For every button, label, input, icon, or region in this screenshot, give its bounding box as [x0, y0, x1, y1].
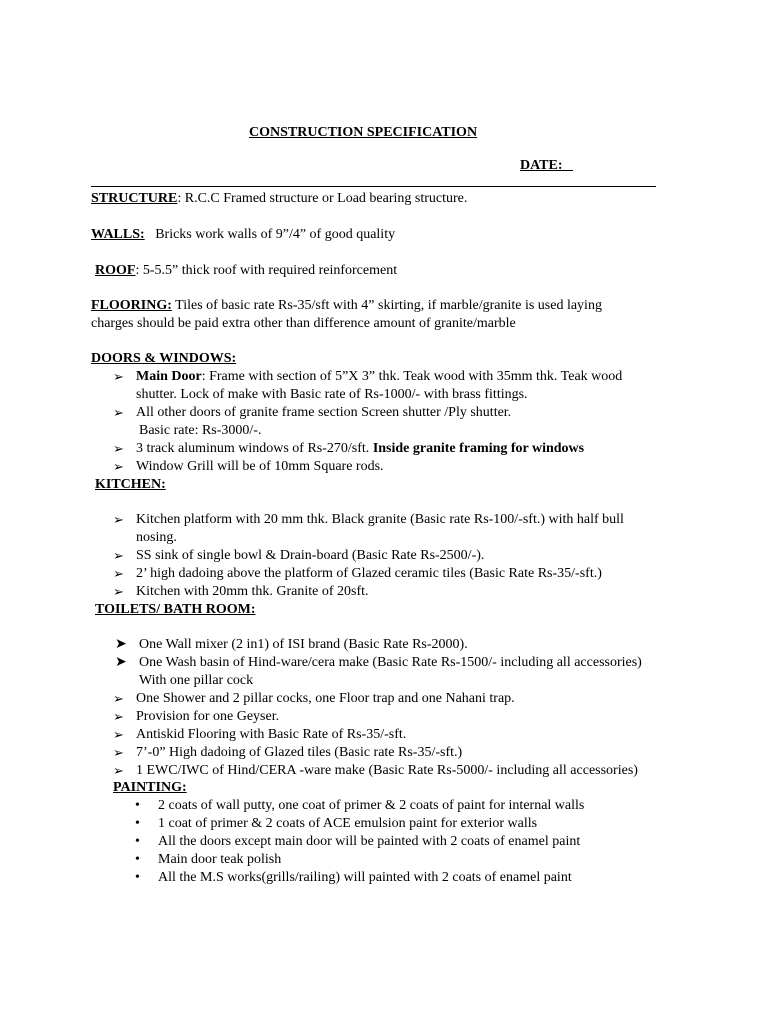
- kitchen-item-granite: Kitchen with 20mm thk. Granite of 20sft.: [136, 584, 369, 599]
- arrow-bullet-icon: ➢: [113, 405, 124, 420]
- arrow-bullet-icon: ➢: [113, 763, 124, 778]
- toilets-item-geyser: Provision for one Geyser.: [136, 709, 280, 724]
- toilets-item-ewc: 1 EWC/IWC of Hind/CERA -ware make (Basic Rate Rs-5000/- including all accessories): [136, 763, 638, 778]
- kitchen-item-dadoing: 2’ high dadoing above the platform of Glazed ceramic tiles (Basic Rate Rs-35/-sft.): [136, 566, 602, 581]
- arrow-bullet-icon: ➢: [113, 512, 124, 527]
- arrow-bullet-icon: ➢: [113, 548, 124, 563]
- doors-item-main-door-cont: shutter. Lock of make with Basic rate of Rs-1000/- with brass fittings.: [136, 387, 528, 402]
- toilets-item-dadoing: 7’-0” High dadoing of Glazed tiles (Basic rate Rs-35/-sft.): [136, 745, 463, 760]
- structure-line: [91, 190, 467, 208]
- toilets-item-shower: One Shower and 2 pillar cocks, one Floor trap and one Nahani trap.: [136, 691, 515, 706]
- page-title: CONSTRUCTION SPECIFICATION: [249, 125, 478, 140]
- doors-item-main-door: Main Door: Frame with section of 5”X 3” thk. Teak wood with 35mm thk. Teak wood: [136, 369, 623, 384]
- doors-item-other-doors: All other doors of granite frame section Screen shutter /Ply shutter.: [136, 405, 512, 420]
- date-label: DATE:: [520, 158, 563, 173]
- bullet-dot-icon: •: [135, 798, 140, 813]
- arrow-bullet-icon: ➤: [115, 655, 127, 670]
- roof-text: : 5-5.5” thick roof with required reinforcement: [135, 263, 398, 278]
- structure-text: : R.C.C Framed structure or Load bearing structure.: [177, 191, 468, 206]
- walls-text: Bricks work walls of 9”/4” of good quality: [155, 227, 396, 242]
- bullet-dot-icon: •: [135, 834, 140, 849]
- painting-item: 2 coats of wall putty, one coat of primer & 2 coats of paint for internal walls: [158, 798, 585, 813]
- toilets-heading: TOILETS/ BATH ROOM:: [95, 602, 256, 617]
- arrow-bullet-icon: ➢: [113, 709, 124, 724]
- flooring-line-2: charges should be paid extra other than difference amount of granite/marble: [91, 316, 516, 331]
- toilets-item-wash-basin: One Wash basin of Hind-ware/cera make (Basic Rate Rs-1500/- including all accessories): [139, 655, 642, 670]
- toilets-item-flooring: Antiskid Flooring with Basic Rate of Rs-35/-sft.: [136, 727, 407, 742]
- kitchen-heading: KITCHEN:: [95, 477, 166, 492]
- kitchen-item-platform: Kitchen platform with 20 mm thk. Black granite (Basic rate Rs-100/-sft.) with half bull: [136, 512, 624, 527]
- doors-windows-heading: DOORS & WINDOWS:: [91, 351, 237, 366]
- arrow-bullet-icon: ➢: [113, 727, 124, 742]
- toilets-item-wash-basin-cont: With one pillar cock: [139, 673, 254, 688]
- painting-item: Main door teak polish: [158, 852, 282, 867]
- toilets-item-mixer: One Wall mixer (2 in1) of ISI brand (Basic Rate Rs-2000).: [139, 637, 468, 652]
- arrow-bullet-icon: ➢: [113, 566, 124, 581]
- bullet-dot-icon: •: [135, 870, 140, 885]
- flooring-line-1: FLOORING: Tiles of basic rate Rs-35/sft with 4” skirting, if marble/granite is used laying: [91, 298, 602, 313]
- painting-item: 1 coat of primer & 2 coats of ACE emulsion paint for exterior walls: [158, 816, 538, 831]
- painting-heading: PAINTING:: [113, 780, 187, 795]
- doors-item-windows: 3 track aluminum windows of Rs-270/sft. Inside granite framing for windows: [136, 441, 585, 456]
- bullet-dot-icon: •: [135, 852, 140, 867]
- structure-label: STRUCTURE: [91, 191, 178, 206]
- roof-label: ROOF: [95, 263, 136, 278]
- arrow-bullet-icon: ➢: [113, 584, 124, 599]
- arrow-bullet-icon: ➢: [113, 369, 124, 384]
- roof-line: [95, 262, 397, 280]
- painting-item: All the doors except main door will be painted with 2 coats of enamel paint: [158, 834, 581, 849]
- walls-label: WALLS:: [91, 227, 145, 242]
- flooring-label: FLOORING:: [91, 298, 172, 313]
- kitchen-item-sink: SS sink of single bowl & Drain-board (Basic Rate Rs-2500/-).: [136, 548, 485, 563]
- arrow-bullet-icon: ➢: [113, 745, 124, 760]
- doors-item-other-doors-cont: Basic rate: Rs-3000/-.: [139, 423, 262, 438]
- doors-item-grill: Window Grill will be of 10mm Square rods.: [136, 459, 384, 474]
- arrow-bullet-icon: ➢: [113, 459, 124, 474]
- kitchen-item-platform-cont: nosing.: [136, 530, 177, 545]
- header-divider: [91, 186, 656, 187]
- arrow-bullet-icon: ➢: [113, 691, 124, 706]
- walls-line: [91, 226, 395, 244]
- arrow-bullet-icon: ➢: [113, 441, 124, 456]
- bullet-dot-icon: •: [135, 816, 140, 831]
- painting-item: All the M.S works(grills/railing) will painted with 2 coats of enamel paint: [158, 870, 572, 885]
- arrow-bullet-icon: ➤: [115, 637, 127, 652]
